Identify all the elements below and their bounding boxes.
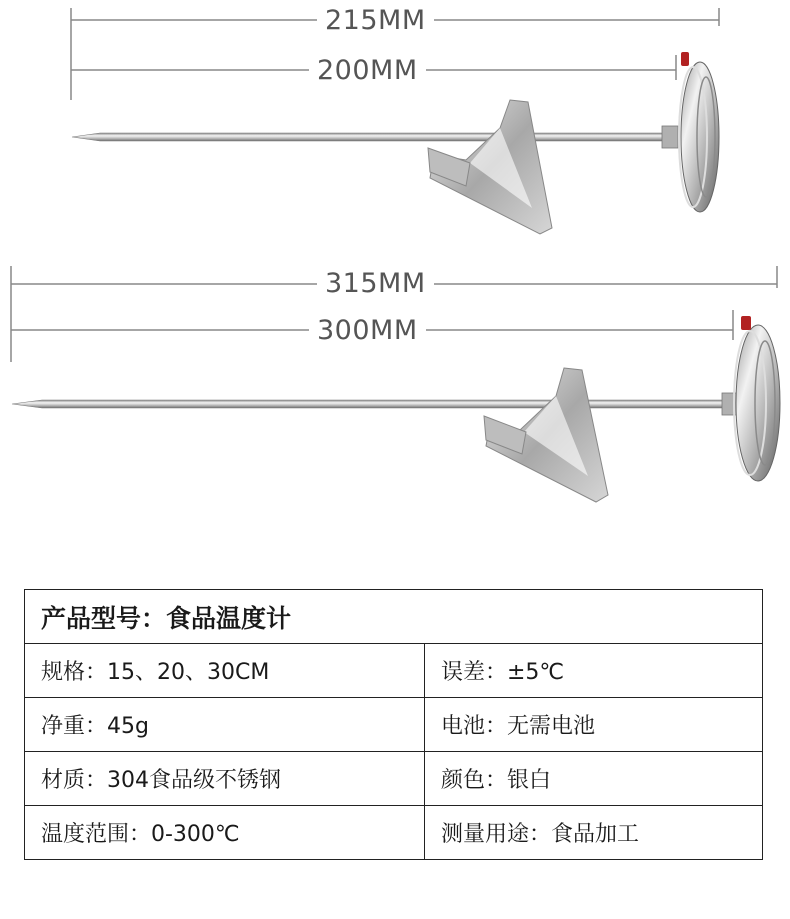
spec-size: 规格：15、20、30CM: [25, 644, 425, 698]
table-row: [25, 590, 763, 644]
spec-color: 颜色：银白: [425, 752, 763, 806]
spec-usage: 测量用途：食品加工: [425, 806, 763, 860]
dial-icon: [734, 316, 780, 481]
clip-icon: [484, 368, 608, 502]
table-row: [25, 644, 763, 698]
spec-material: 材质：304食品级不锈钢: [25, 752, 425, 806]
table-row: [25, 698, 763, 752]
table-row: [25, 806, 763, 860]
spec-weight: 净重：45g: [25, 698, 425, 752]
dimension-label-bottom-total: 315MM: [317, 269, 434, 299]
dimension-label-top-probe: 200MM: [309, 56, 426, 86]
dial-icon: [679, 52, 719, 212]
dimension-label-bottom-probe: 300MM: [309, 316, 426, 346]
spec-battery: 电池：无需电池: [425, 698, 763, 752]
spec-temp-range: 温度范围：0-300℃: [25, 806, 425, 860]
spec-table: [24, 589, 763, 860]
spec-error: 误差：±5℃: [425, 644, 763, 698]
table-row: [25, 752, 763, 806]
spec-title: 产品型号：食品温度计: [25, 590, 763, 644]
clip-icon: [428, 100, 552, 234]
dimension-label-top-total: 215MM: [317, 6, 434, 36]
